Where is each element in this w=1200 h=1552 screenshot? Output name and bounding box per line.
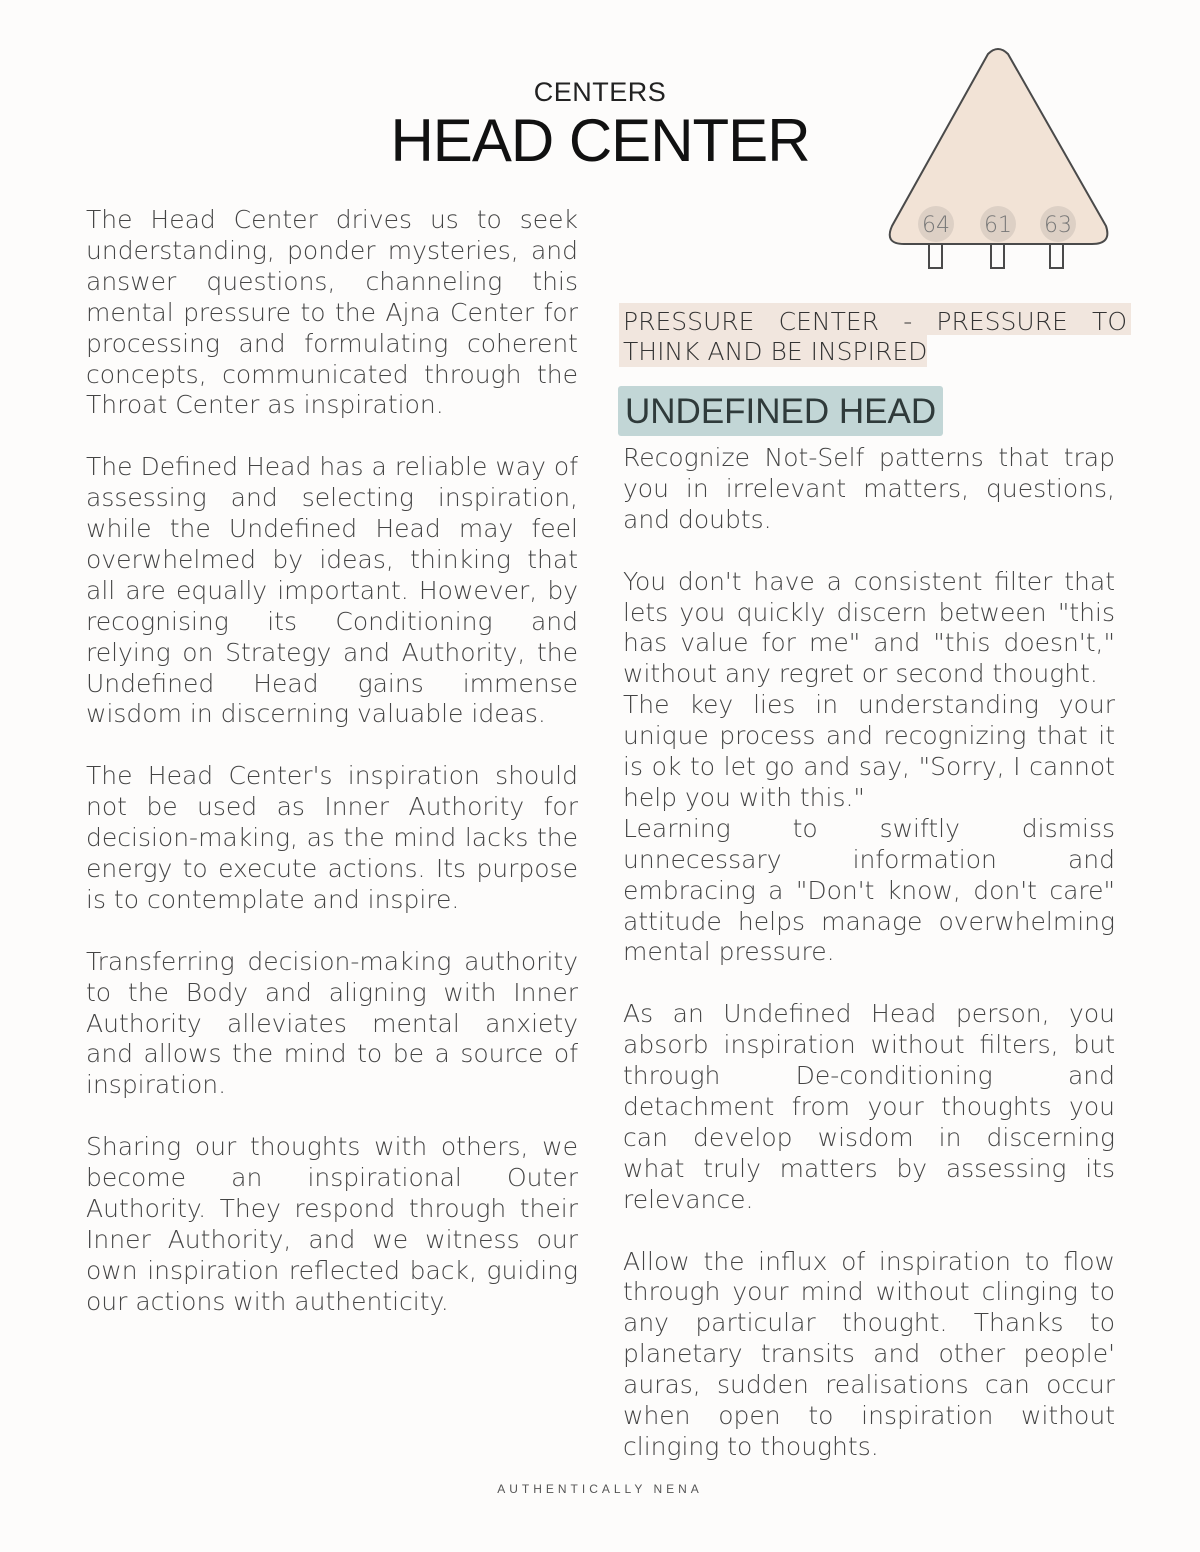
left-column [86, 205, 578, 1348]
pressure-center-tag: PRESSURE CENTER - PRESSURE TO THINK AND BE INSPIRED [619, 303, 1131, 367]
page-title: HEAD CENTER [390, 107, 810, 174]
gate-label-63: 63 [1044, 213, 1072, 238]
left-paragraph: The Defined Head has a reliable way of assessing and selecting inspiration, while the Undefined Head may feel overwhelmed by ideas, thinking that all are equally important. However, by recognising its Conditioning and relying on Strategy and Authority, the Undefined Head gains immense wisdom in discerning valuable ideas. [86, 452, 578, 729]
right-paragraph: The key lies in understanding your unique process and recognizing that it is ok to let go and say, "Sorry, I cannot help you with this." [623, 690, 1115, 812]
left-paragraph: Transferring decision-making authority to the Body and aligning with Inner Authority alleviates mental anxiety and allows the mind to be a source of inspiration. [86, 946, 578, 1100]
left-paragraph: The Head Center's inspiration should not be used as Inner Authority for decision-making, as the mind lacks the energy to execute actions. Its purpose is to contemplate and inspire. [86, 761, 578, 914]
right-paragraph: As an Undefined Head person, you absorb inspiration without filters, but through De-conditioning and detachment from your thoughts you can develop wisdom in discerning what truly matters by assessing its relevance. [623, 999, 1115, 1214]
page-kicker: CENTERS [533, 77, 667, 107]
footer-brand: AUTHENTICALLY NENA [497, 1482, 703, 1496]
right-column [623, 443, 1115, 1494]
head-center-diagram [880, 40, 1120, 280]
gate-label-61: 61 [984, 213, 1012, 238]
right-paragraph: Allow the influx of inspiration to flow through your mind without clinging to any particular thought. Thanks to planetary transits and other people' auras, sudden realisations can occur when open to inspiration without clinging to thoughts. [623, 1246, 1115, 1461]
undefined-head-heading: UNDEFINED HEAD [618, 386, 943, 436]
right-paragraph: You don't have a consistent filter that lets you quickly discern between "this has value for me" and "this doesn't," without any regret or second thought. [623, 566, 1115, 689]
gate-label-64: 64 [922, 213, 950, 238]
left-paragraph: Sharing our thoughts with others, we become an inspirational Outer Authority. They respond through their Inner Authority, and we witness our own inspiration reflected back, guiding our actions with authenticity. [86, 1132, 578, 1316]
right-paragraph: Learning to swiftly dismiss unnecessary information and embracing a "Don't know, don't care" attitude helps manage overwhelming mental pressure. [623, 813, 1115, 967]
left-paragraph: The Head Center drives us to seek understanding, ponder mysteries, and answer questions, channeling this mental pressure to the Ajna Center for processing and formulating coherent concepts, communicated through the Throat Center as inspiration. [86, 205, 578, 420]
right-paragraph: Recognize Not-Self patterns that trap you in irrelevant matters, questions, and doubts. [623, 443, 1115, 534]
